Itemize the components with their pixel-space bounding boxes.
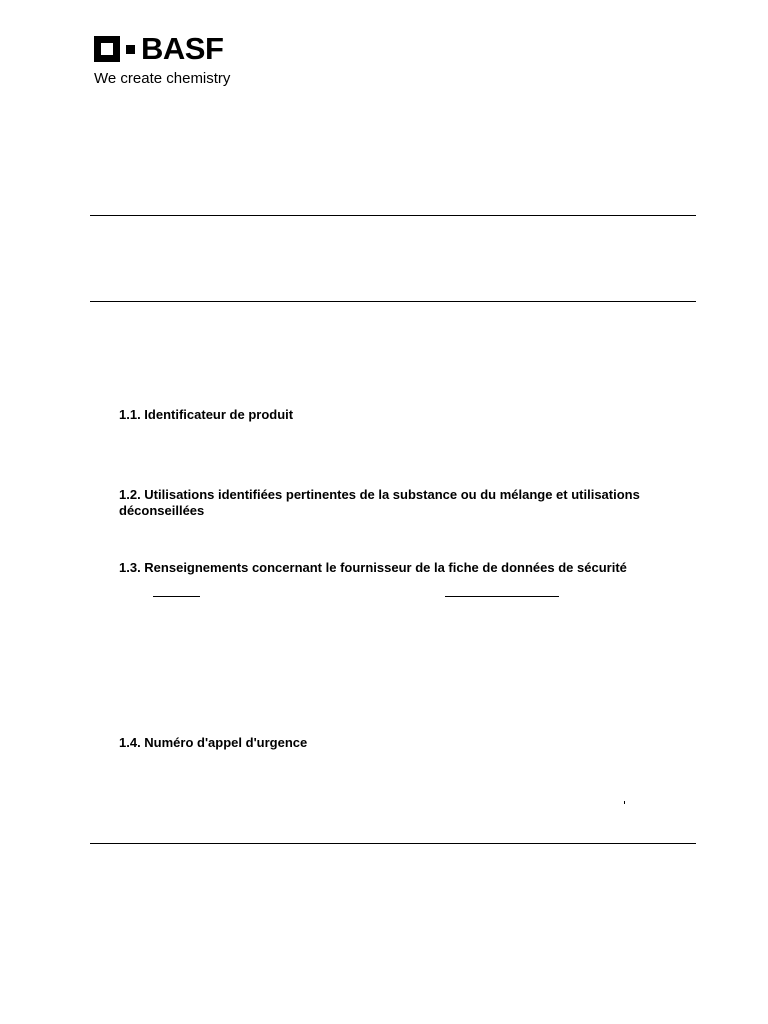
section-heading-1-1: 1.1. Identificateur de produit [119, 407, 294, 422]
basf-square-mark-icon [94, 36, 120, 62]
brand-name: BASF [141, 31, 224, 66]
stray-mark [624, 801, 625, 804]
section-heading-1-4: 1.4. Numéro d'appel d'urgence [119, 735, 308, 750]
redacted-field-underline [445, 596, 559, 597]
basf-logo [94, 31, 254, 92]
divider-bottom [90, 843, 696, 844]
section-heading-1-3: 1.3. Renseignements concernant le fournisseur de la fiche de données de sécurité [119, 560, 627, 575]
divider-middle [90, 301, 696, 302]
section-heading-1-2: 1.2. Utilisations identifiées pertinentes de la substance ou du mélange et utilisations déconseillées [119, 487, 640, 518]
redacted-field-underline [153, 596, 200, 597]
divider-top [90, 215, 696, 216]
brand-tagline: We create chemistry [94, 70, 231, 87]
basf-dot-mark-icon [126, 45, 135, 54]
